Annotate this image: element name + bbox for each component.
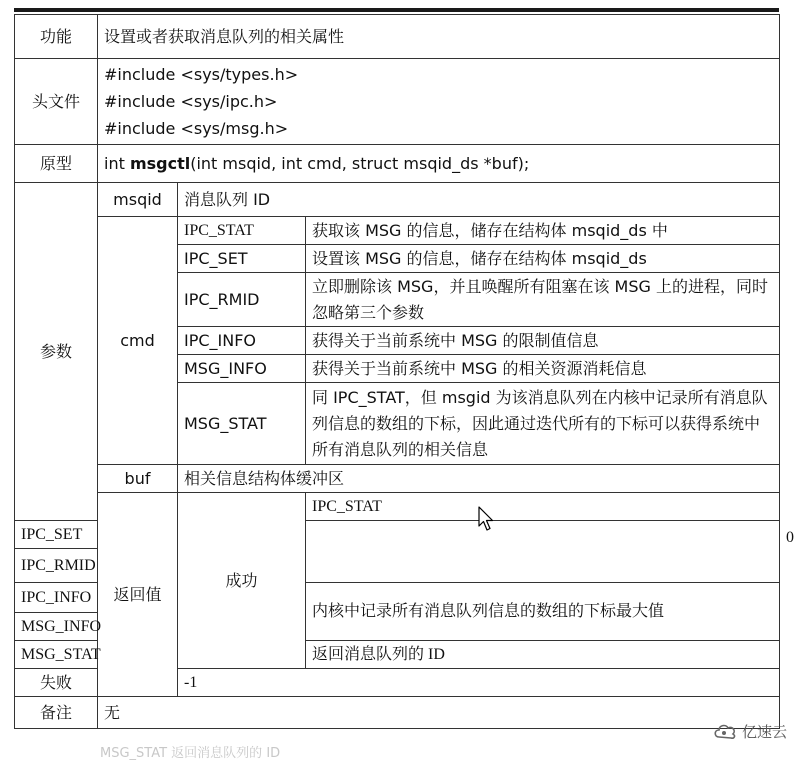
header-label: 头文件 [15, 59, 98, 145]
row-note [15, 697, 780, 729]
return-fail-value: -1 [178, 669, 780, 697]
note-label: 备注 [15, 697, 98, 729]
params-label: 参数 [15, 183, 98, 521]
return-fail-label: 失败 [15, 669, 98, 697]
ret-value-max-index: 内核中记录所有消息队列信息的数组的下标最大值 [306, 583, 780, 641]
cmd-desc: 同 IPC_STAT，但 msgid 为该消息队列在内核中记录所有消息队列信息的数组的下标，因此通过迭代所有的下标可以获得系统中所有消息队列的相关信息 [306, 383, 780, 465]
row-cmd-ipc-stat [15, 217, 780, 245]
cmd-desc: 获得关于当前系统中 MSG 的相关资源消耗信息 [306, 355, 780, 383]
param-msqid-desc: 消息队列 ID [178, 183, 780, 217]
row-ret-ipc-stat: 返回值 成功 IPC_STAT 0 [15, 493, 780, 521]
note-value: 无 [98, 697, 780, 729]
row-prototype [15, 145, 780, 183]
overflow-faded-text: MSG_STAT 返回消息队列的 ID [100, 746, 281, 761]
ret-key: MSG_INFO [15, 613, 98, 641]
cmd-key: MSG_STAT [178, 383, 306, 465]
row-header-files [15, 59, 780, 145]
prototype-return-type: int [104, 153, 130, 173]
api-spec-table [14, 14, 795, 729]
header-includes [98, 59, 780, 145]
ret-key: IPC_RMID [15, 549, 98, 583]
return-label: 返回值 [98, 493, 178, 697]
ret-key: IPC_INFO [15, 583, 98, 613]
row-param-msqid [15, 183, 780, 217]
row-function [15, 15, 780, 59]
row-param-buf [15, 465, 780, 493]
prototype-function-name: msgctl [129, 153, 191, 173]
cmd-key: MSG_INFO [178, 355, 306, 383]
top-rule [14, 8, 779, 12]
cmd-desc: 设置该 MSG 的信息，储存在结构体 msqid_ds [306, 245, 780, 273]
mouse-cursor-icon [478, 506, 494, 532]
cmd-key: IPC_STAT [178, 217, 306, 245]
param-buf-name: buf [98, 465, 178, 493]
cloud-logo-icon [712, 722, 738, 740]
ret-key: IPC_STAT [306, 493, 780, 521]
function-label: 功能 [15, 15, 98, 59]
prototype-value [98, 145, 780, 183]
include-line: #include <sys/msg.h> [104, 119, 289, 138]
include-line: #include <sys/ipc.h> [104, 92, 278, 111]
watermark [712, 716, 804, 746]
cmd-key: IPC_INFO [178, 327, 306, 355]
cmd-key: IPC_RMID [178, 273, 306, 327]
ret-value-id: 返回消息队列的 ID [306, 641, 780, 669]
include-line: #include <sys/types.h> [104, 65, 299, 84]
cmd-desc: 获得关于当前系统中 MSG 的限制值信息 [306, 327, 780, 355]
cmd-desc: 获取该 MSG 的信息，储存在结构体 msqid_ds 中 [306, 217, 780, 245]
function-value: 设置或者获取消息队列的相关属性 [98, 15, 780, 59]
prototype-label: 原型 [15, 145, 98, 183]
cmd-desc: 立即删除该 MSG，并且唤醒所有阻塞在该 MSG 上的进程，同时忽略第三个参数 [306, 273, 780, 327]
cmd-key: IPC_SET [178, 245, 306, 273]
param-buf-desc: 相关信息结构体缓冲区 [178, 465, 780, 493]
param-msqid-name: msqid [98, 183, 178, 217]
param-cmd-name: cmd [98, 217, 178, 465]
prototype-args: (int msqid, int cmd, struct msqid_ds *buf); [190, 153, 530, 173]
ret-key: MSG_STAT [15, 641, 98, 669]
ret-key: IPC_SET [15, 521, 98, 549]
document-page [14, 0, 795, 754]
watermark-text: 亿速云 [742, 722, 788, 741]
return-success-label: 成功 [178, 493, 306, 669]
